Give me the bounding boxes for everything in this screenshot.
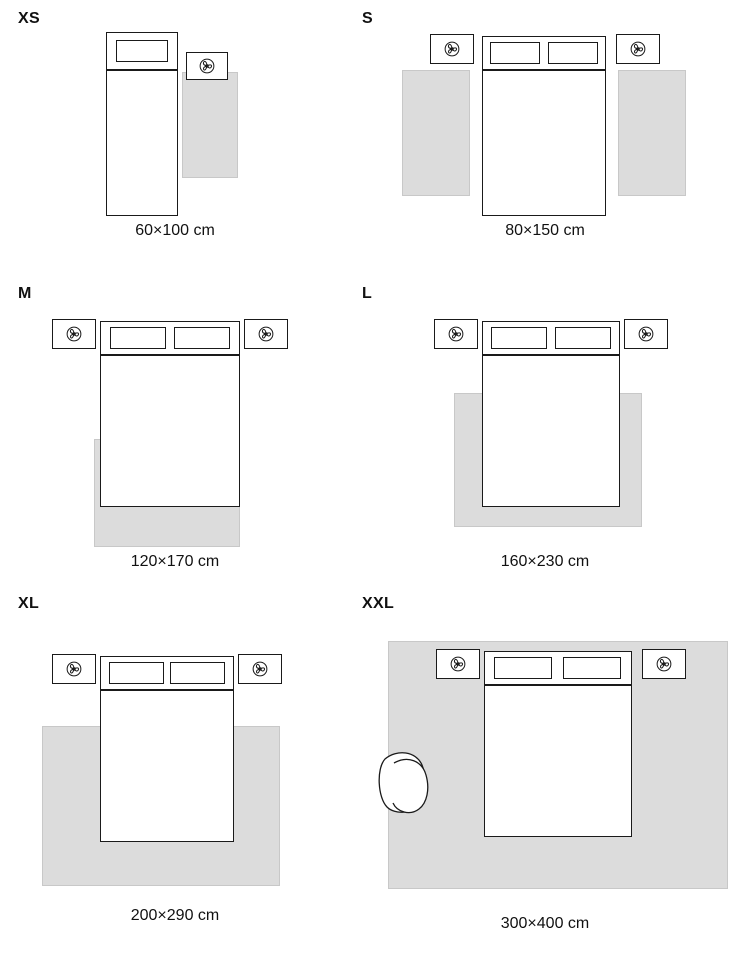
nightstand-xl-left — [52, 654, 96, 684]
pillow-xl-left — [109, 662, 164, 684]
lamp-icon — [653, 653, 675, 675]
nightstand-xxl-right — [642, 649, 686, 679]
nightstand-m-right — [244, 319, 288, 349]
size-label-xs: XS — [18, 10, 40, 27]
pillow-xxl-right — [563, 657, 621, 679]
bed-xl — [100, 690, 234, 842]
size-card-m — [0, 275, 350, 590]
illustration-m — [0, 305, 350, 535]
nightstand-l-right — [624, 319, 668, 349]
armchair-icon — [364, 745, 456, 825]
size-card-l — [350, 275, 740, 590]
lamp-icon — [441, 38, 463, 60]
dimension-label-m: 120×170 cm — [130, 553, 220, 570]
dimension-label-l: 160×230 cm — [500, 553, 590, 570]
nightstand-s-left — [430, 34, 474, 64]
dimension-label-xs: 60×100 cm — [135, 222, 215, 239]
pillow-m-right — [174, 327, 230, 349]
lamp-icon — [63, 323, 85, 345]
bed-l — [482, 355, 620, 507]
size-label-xxl: XXL — [362, 595, 395, 612]
nightstand-s-right — [616, 34, 660, 64]
size-card-s — [350, 0, 740, 260]
pillow-xl-right — [170, 662, 225, 684]
size-label-m: M — [18, 285, 32, 302]
pillow-l-right — [555, 327, 611, 349]
rug-xs — [182, 72, 238, 178]
size-label-xl: XL — [18, 595, 40, 612]
nightstand-m-left — [52, 319, 96, 349]
size-card-xl — [0, 585, 350, 960]
bed-xs — [106, 70, 178, 216]
illustration-xl — [0, 640, 350, 910]
nightstand-l-left — [434, 319, 478, 349]
nightstand-xl-right — [238, 654, 282, 684]
illustration-s — [350, 22, 740, 202]
lamp-icon — [635, 323, 657, 345]
nightstand-xs — [186, 52, 228, 80]
dimension-label-xxl: 300×400 cm — [500, 915, 590, 932]
lamp-icon — [249, 658, 271, 680]
rug-s-right — [618, 70, 686, 196]
bed-m — [100, 355, 240, 507]
size-card-xs — [0, 0, 350, 260]
lamp-icon — [196, 55, 218, 77]
pillow-xs — [116, 40, 168, 62]
illustration-xs — [0, 22, 350, 202]
dimension-label-s: 80×150 cm — [505, 222, 585, 239]
size-label-l: L — [362, 285, 373, 302]
rug-s-left — [402, 70, 470, 196]
nightstand-xxl-left — [436, 649, 480, 679]
pillow-xxl-left — [494, 657, 552, 679]
size-label-s: S — [362, 10, 373, 27]
illustration-l — [350, 305, 740, 535]
lamp-icon — [63, 658, 85, 680]
lamp-icon — [447, 653, 469, 675]
lamp-icon — [445, 323, 467, 345]
pillow-s-left — [490, 42, 540, 64]
dimension-label-xl: 200×290 cm — [130, 907, 220, 924]
bed-xxl — [484, 685, 632, 837]
illustration-xxl — [350, 625, 740, 915]
pillow-l-left — [491, 327, 547, 349]
lamp-icon — [627, 38, 649, 60]
size-card-xxl — [350, 585, 740, 960]
pillow-s-right — [548, 42, 598, 64]
pillow-m-left — [110, 327, 166, 349]
lamp-icon — [255, 323, 277, 345]
bed-s — [482, 70, 606, 216]
